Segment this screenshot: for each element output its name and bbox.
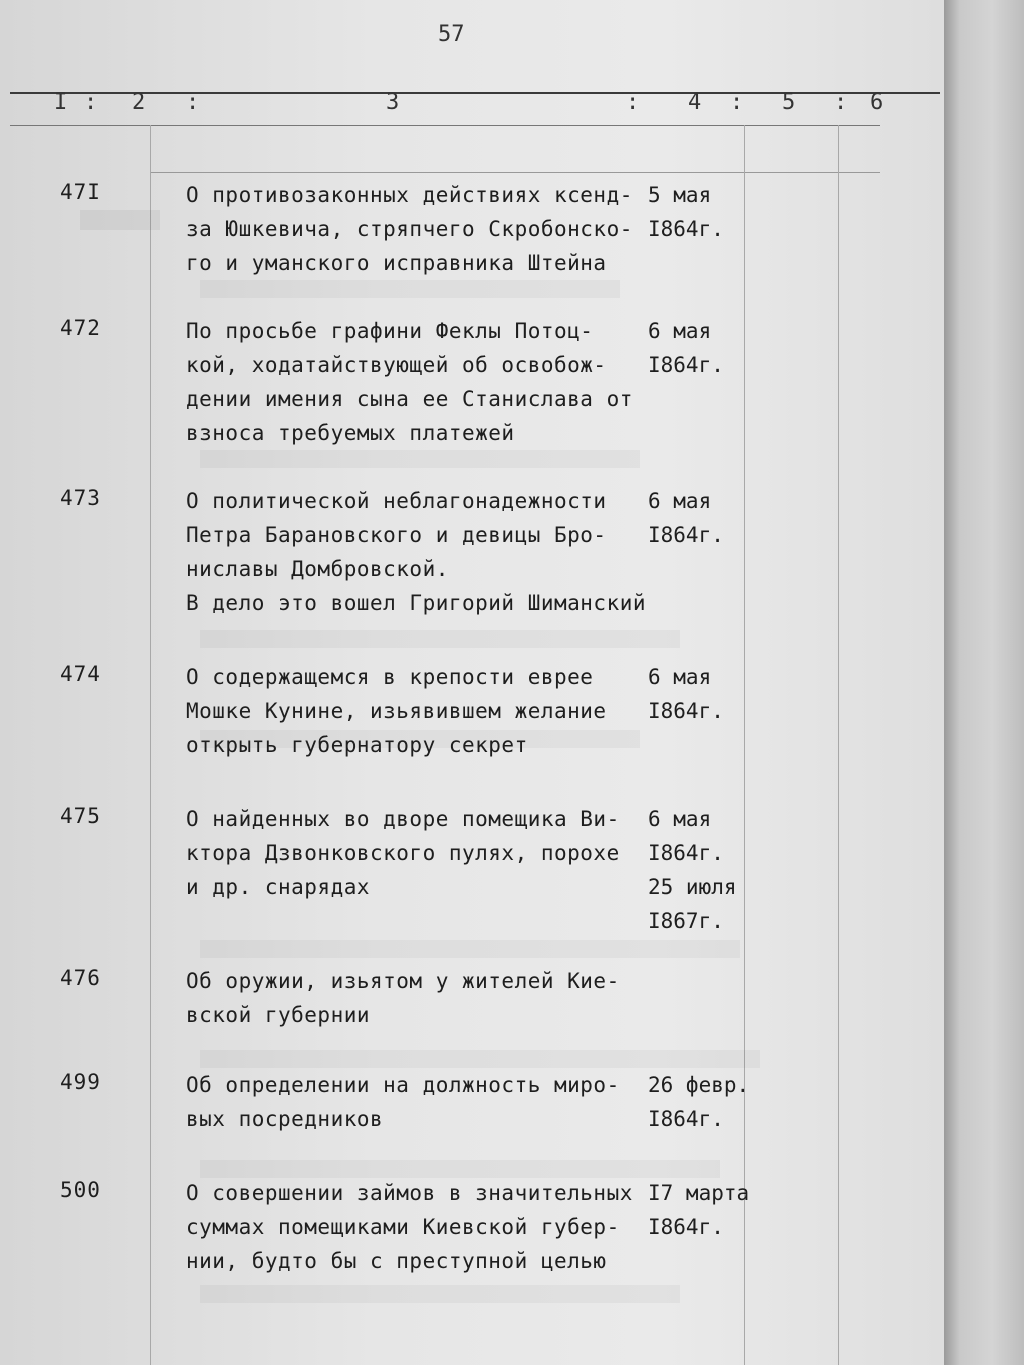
header-rule-bottom	[10, 125, 880, 126]
entry-date-line: I864г.	[648, 1215, 724, 1239]
entry-text-line: и др. снарядах	[186, 875, 371, 899]
entry-date-line: 26 февр.	[648, 1073, 750, 1097]
entry-text	[186, 802, 656, 904]
entry-number: 47I	[60, 180, 101, 204]
entry-text-line: го и уманского исправника Штейна	[186, 251, 607, 275]
entry-text-line: ктора Дзвонковского пулях, порохе	[186, 841, 620, 865]
entry-number: 475	[60, 804, 101, 828]
entry-text-line: О содержащемся в крепости еврее	[186, 665, 594, 689]
entry-date-line: 6 мая	[648, 319, 712, 343]
entry-date	[648, 1068, 768, 1136]
entry-text	[186, 484, 656, 620]
entry-text-line: О политической неблагонадежности	[186, 489, 607, 513]
bleed-through-mark	[80, 210, 160, 230]
entry-number: 473	[60, 486, 101, 510]
page-number: 57	[438, 22, 465, 47]
entry-text-line: суммах помещиками Киевской губер-	[186, 1215, 620, 1239]
entry-date-line: 6 мая	[648, 489, 712, 513]
entry-date	[648, 484, 768, 552]
header-underline	[150, 172, 880, 173]
bleed-through-mark	[200, 280, 620, 298]
entry-text-line: ниславы Домбровской.	[186, 557, 449, 581]
entry-text-line: открыть губернатору секрет	[186, 733, 528, 757]
entry-date	[648, 660, 768, 728]
column-separator: :	[626, 90, 640, 115]
bleed-through-mark	[200, 940, 740, 958]
entry-date-line: I867г.	[648, 909, 724, 933]
entry-date-line: I864г.	[648, 353, 724, 377]
entry-date-line: 6 мая	[648, 665, 712, 689]
bleed-through-mark	[200, 1050, 760, 1068]
entry-text	[186, 1068, 656, 1136]
entry-text	[186, 178, 656, 280]
entry-text-line: О найденных во дворе помещика Ви-	[186, 807, 620, 831]
column-separator: :	[84, 90, 98, 115]
entry-number: 499	[60, 1070, 101, 1094]
entry-number: 476	[60, 966, 101, 990]
entry-text-line: В дело это вошел Григорий Шиманский	[186, 591, 647, 615]
entry-text-line: взноса требуемых платежей	[186, 421, 515, 445]
column-number-4: 4	[688, 90, 702, 115]
column-divider	[838, 125, 839, 1365]
entry-text-line: Петра Барановского и девицы Бро-	[186, 523, 607, 547]
page-edge-background	[944, 0, 1024, 1365]
column-separator: :	[834, 90, 848, 115]
entry-text-line: нии, будто бы с преступной целью	[186, 1249, 607, 1273]
entry-date-line: I7 марта	[648, 1181, 750, 1205]
column-separator: :	[730, 90, 744, 115]
entry-date-line: 25 июля	[648, 875, 737, 899]
entry-text	[186, 314, 656, 450]
entry-text-line: О противозаконных действиях ксенд-	[186, 183, 633, 207]
entry-text	[186, 1176, 656, 1278]
entry-date	[648, 1176, 768, 1244]
entry-text-line: дении имения сына ее Станислава от	[186, 387, 633, 411]
column-number-5: 5	[782, 90, 796, 115]
entry-text-line: вых посредников	[186, 1107, 384, 1131]
entry-date	[648, 314, 768, 382]
entry-date-line: I864г.	[648, 841, 724, 865]
entry-date-line: 6 мая	[648, 807, 712, 831]
column-separator: :	[186, 90, 200, 115]
bleed-through-mark	[200, 450, 640, 468]
column-number-6: 6	[870, 90, 884, 115]
entry-number: 474	[60, 662, 101, 686]
column-number-3: 3	[386, 90, 400, 115]
entry-text-line: за Юшкевича, стряпчего Скробонско-	[186, 217, 633, 241]
entry-text-line: Об оружии, изьятом у жителей Кие-	[186, 969, 620, 993]
entry-text-line: кой, ходатайствующей об освобож-	[186, 353, 607, 377]
entry-text-line: Мошке Кунине, изьявившем желание	[186, 699, 607, 723]
header-rule-top	[10, 92, 940, 94]
entry-date-line: I864г.	[648, 523, 724, 547]
entry-text	[186, 964, 656, 1032]
entry-text-line: По просьбе графини Феклы Потоц-	[186, 319, 594, 343]
entry-date	[648, 178, 768, 246]
column-number-1: I	[54, 90, 68, 115]
column-number-2: 2	[132, 90, 146, 115]
entry-number: 500	[60, 1178, 101, 1202]
entry-date-line: I864г.	[648, 699, 724, 723]
entry-text-line: О совершении займов в значительных	[186, 1181, 633, 1205]
bleed-through-mark	[200, 630, 680, 648]
entry-number: 472	[60, 316, 101, 340]
entry-date	[648, 802, 768, 938]
entry-text-line: вской губернии	[186, 1003, 371, 1027]
entry-date-line: I864г.	[648, 217, 724, 241]
entry-date-line: I864г.	[648, 1107, 724, 1131]
entry-date-line: 5 мая	[648, 183, 712, 207]
entry-text	[186, 660, 656, 762]
bleed-through-mark	[200, 1285, 680, 1303]
column-divider	[150, 125, 151, 1365]
entry-text-line: Об определении на должность миро-	[186, 1073, 620, 1097]
